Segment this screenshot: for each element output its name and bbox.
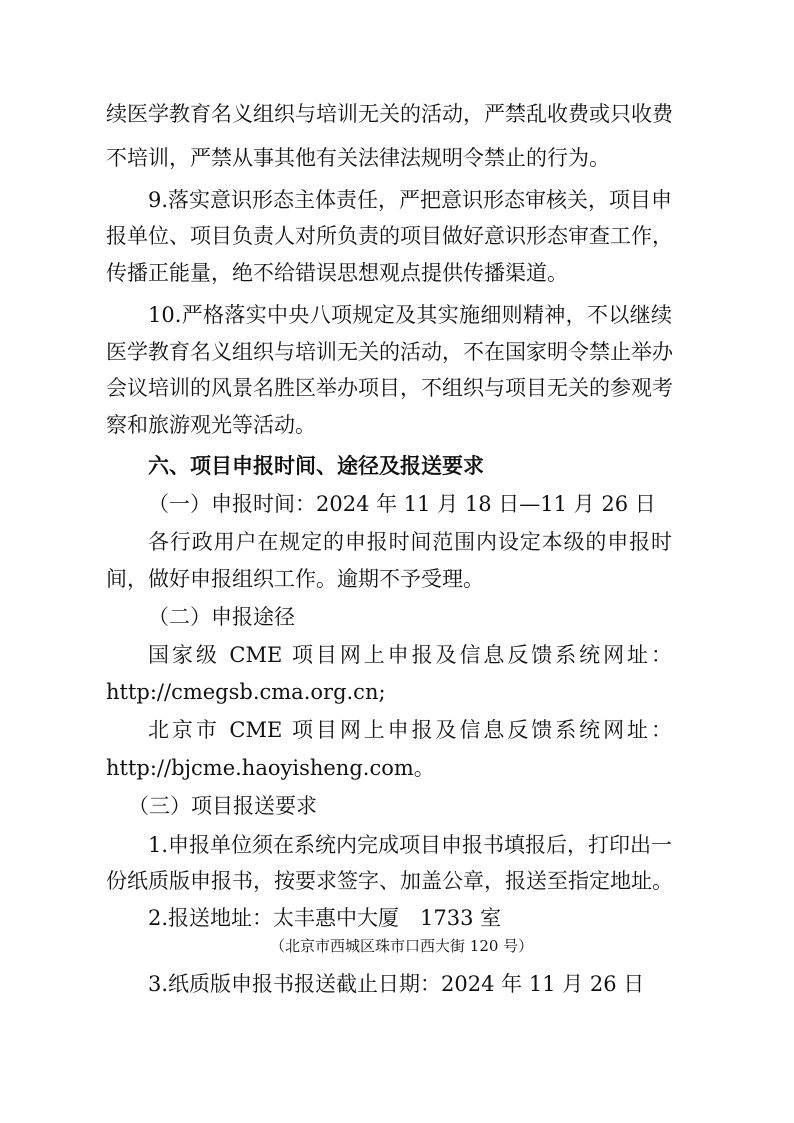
requirement-2-address-note: （北京市西城区珠市口西大街 120 号）	[270, 937, 534, 955]
requirement-1-line-1: 1.申报单位须在系统内完成项目申报书填报后，打印出一	[148, 833, 673, 857]
beijing-cme-url: http://bjcme.haoyisheng.com。	[106, 756, 435, 780]
subsection-1-line-2: 间，做好申报组织工作。逾期不予受理。	[106, 567, 484, 591]
beijing-cme-label: 北京市 CME 项目网上申报及信息反馈系统网址：	[148, 718, 672, 742]
subsection-2-title: （二）申报途径	[148, 605, 295, 629]
requirement-1-line-2: 份纸质版申报书，按要求签字、加盖公章，报送至指定地址。	[106, 869, 673, 893]
requirement-2-address: 2.报送地址：太丰惠中大厦 1733 室	[148, 906, 502, 930]
item-10-line-1: 10.严格落实中央八项规定及其实施细则精神，不以继续	[148, 303, 672, 327]
national-cme-label: 国家级 CME 项目网上申报及信息反馈系统网址：	[148, 643, 672, 667]
subsection-3-title: （三）项目报送要求	[128, 794, 317, 818]
section-6-heading: 六、项目申报时间、途径及报送要求	[148, 454, 484, 478]
item-9-line-2: 报单位、项目负责人对所负责的项目做好意识形态审查工作，	[106, 224, 673, 248]
item-10-line-4: 察和旅游观光等活动。	[106, 413, 316, 437]
subsection-1-title: （一）申报时间：2024 年 11 月 18 日—11 月 26 日	[148, 492, 656, 516]
subsection-1-line-1: 各行政用户在规定的申报时间范围内设定本级的申报时	[148, 530, 672, 554]
item-9-line-3: 传播正能量，绝不给错误思想观点提供传播渠道。	[106, 261, 568, 285]
item-10-line-3: 会议培训的风景名胜区举办项目，不组织与项目无关的参观考	[106, 376, 673, 400]
item-10-line-2: 医学教育名义组织与培训无关的活动，不在国家明令禁止举办	[106, 340, 673, 364]
requirement-3-deadline: 3.纸质版申报书报送截止日期：2024 年 11 月 26 日	[148, 972, 645, 996]
national-cme-url: http://cmegsb.cma.org.cn;	[106, 680, 386, 704]
body-line-1: 续医学教育名义组织与培训无关的活动，严禁乱收费或只收费	[106, 102, 673, 126]
item-9-line-1: 9.落实意识形态主体责任，严把意识形态审核关，项目申	[148, 188, 673, 212]
body-line-2: 不培训，严禁从事其他有关法律法规明令禁止的行为。	[106, 146, 610, 170]
